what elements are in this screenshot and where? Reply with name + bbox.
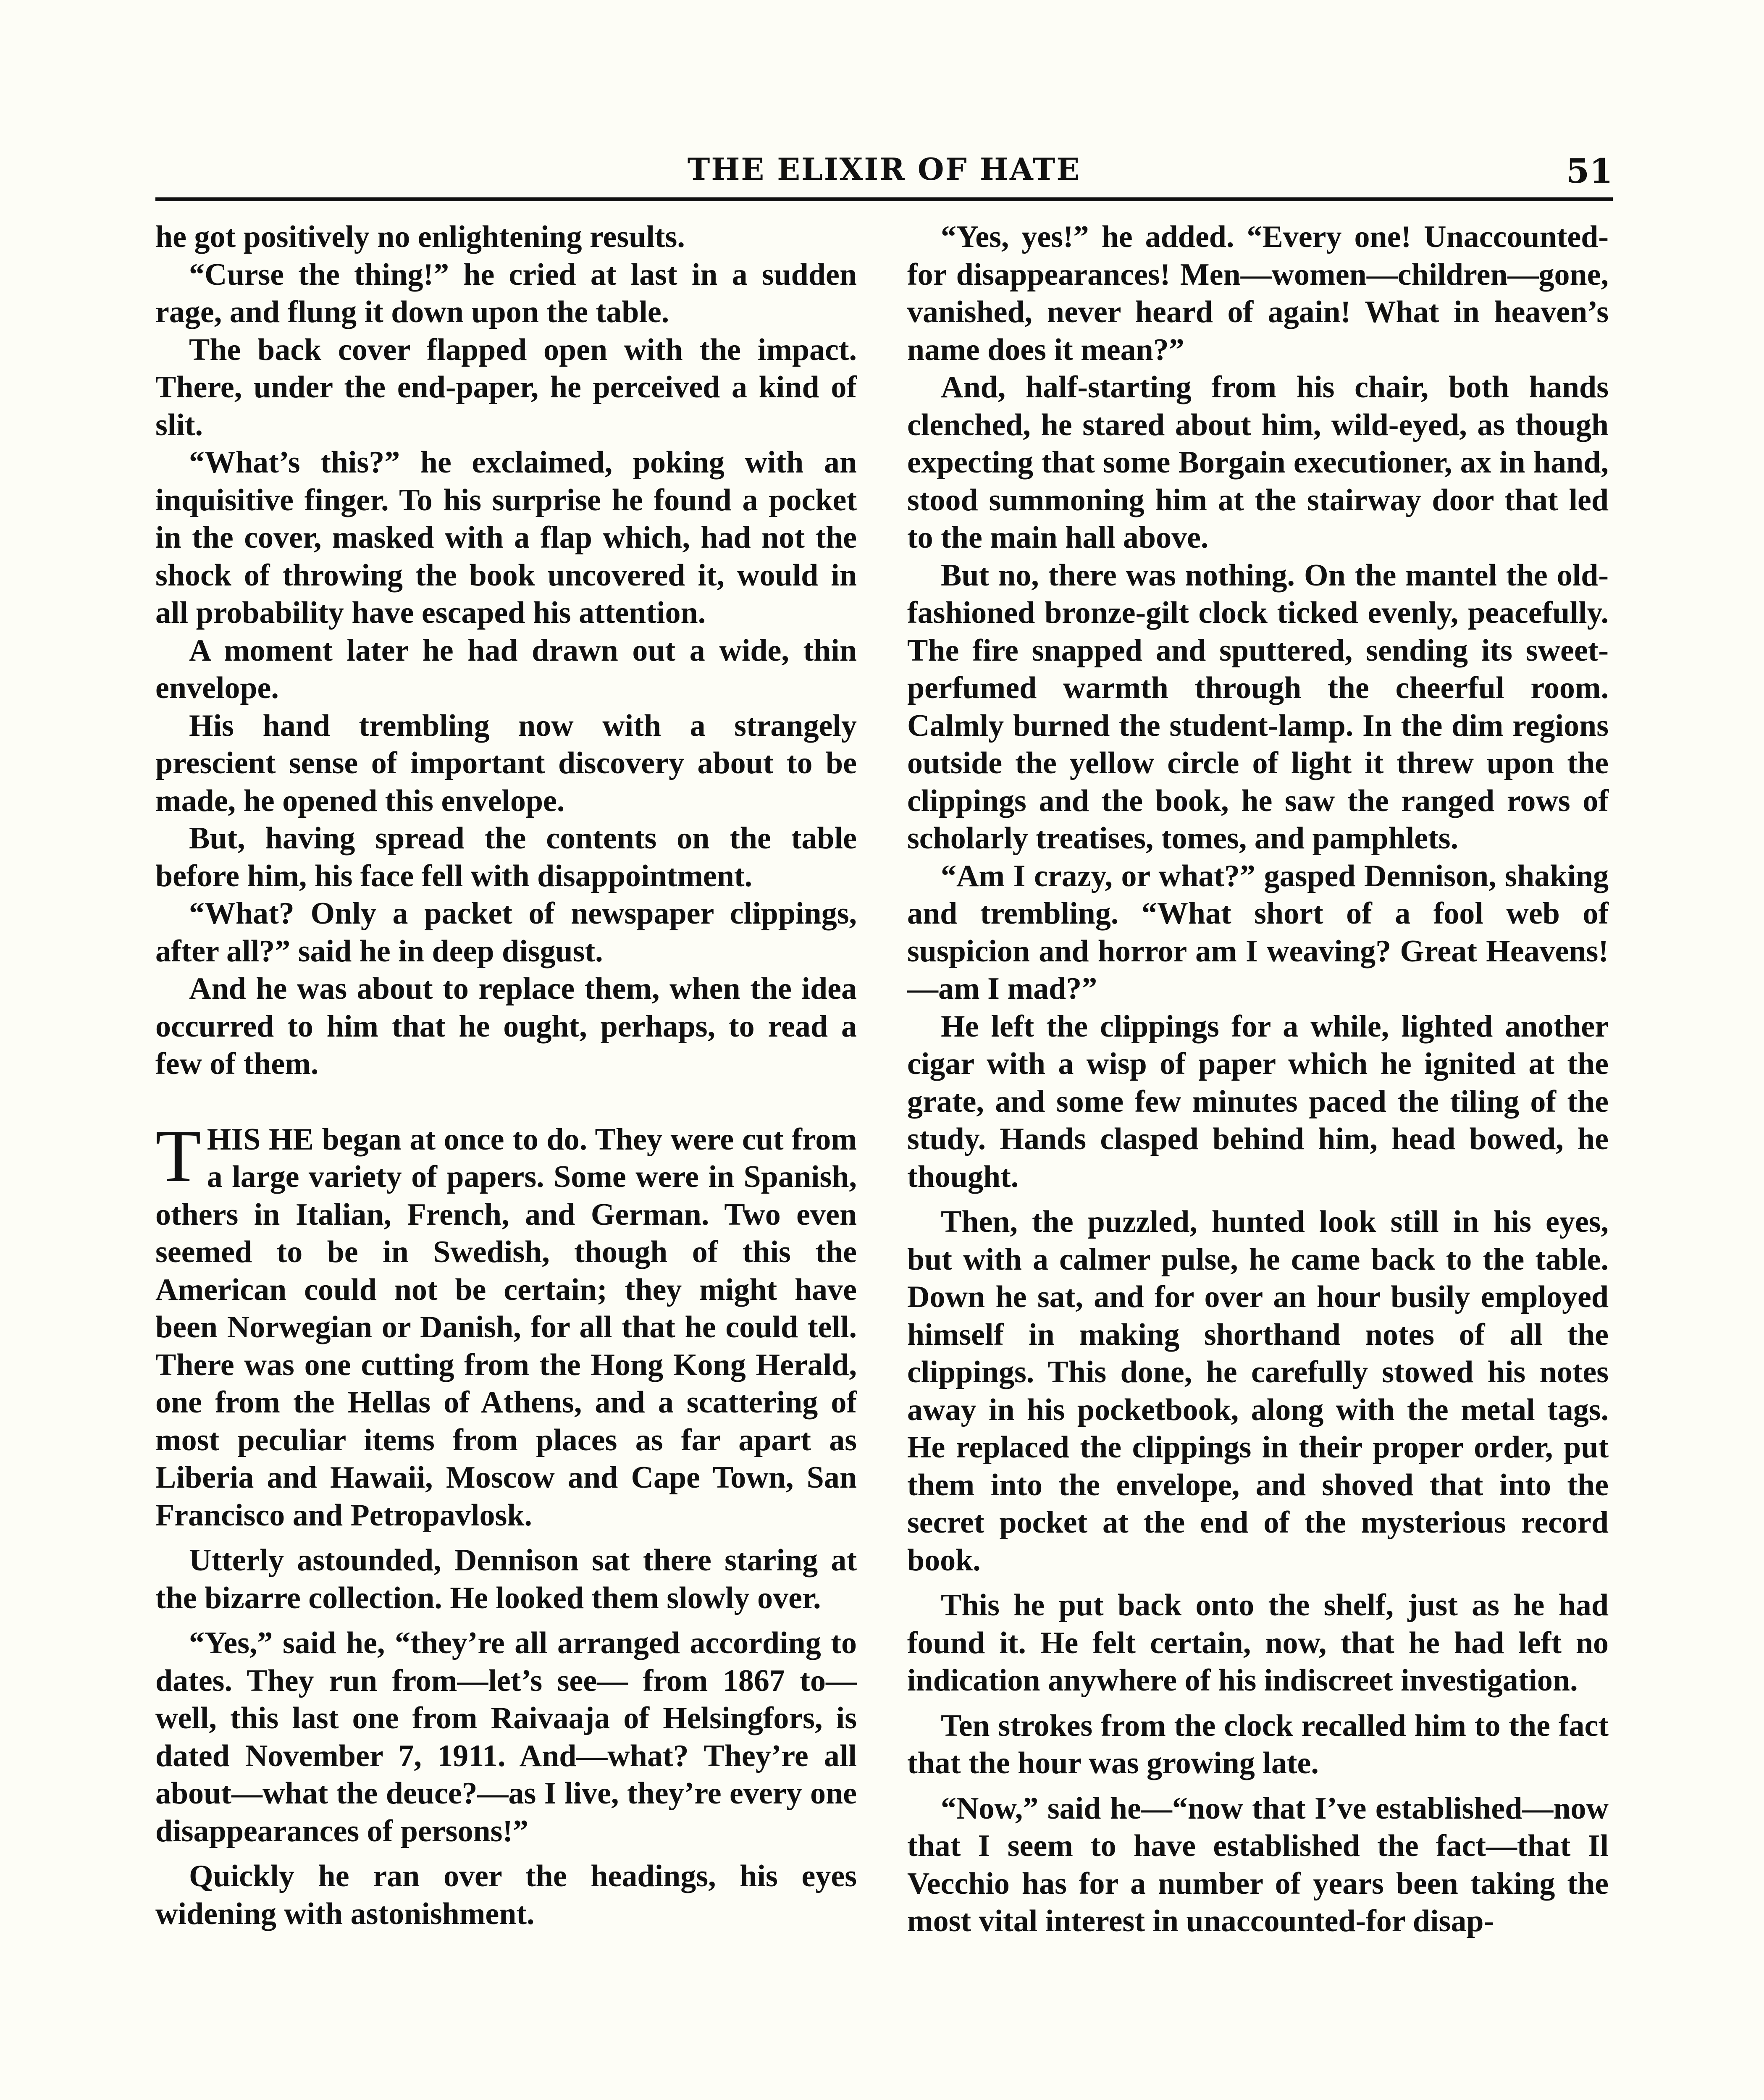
paragraph: He left the clippings for a while, lighted another cigar with a wisp of paper which he ignited at the grate, and some few minutes paced the tiling of the study. Hands clasped behind him, head bowed, he thought. [907, 1009, 1609, 1194]
paragraph: “Yes, yes!” he added. “Every one! Unaccounted-for disappearances! Men—women—children—gone, vanished, never heard of again! What in heaven’s name does it mean?” [907, 220, 1609, 367]
paragraph: Quickly he ran over the headings, his eyes widening with astonishment. [155, 1859, 857, 1931]
paragraph: A moment later he had drawn out a wide, thin envelope. [155, 633, 857, 705]
left-column [155, 218, 857, 1933]
right-column [907, 218, 1609, 1940]
running-title: THE ELIXIR OF HATE [687, 151, 1081, 187]
paragraph: “Curse the thing!” he cried at last in a sudden rage, and flung it down upon the table. [155, 257, 857, 329]
paragraph: This he put back onto the shelf, just as he had found it. He felt certain, now, that he had left no indication anywhere of his indiscreet investigation. [907, 1588, 1609, 1698]
running-head [155, 151, 1613, 197]
page-number: 51 [1566, 151, 1613, 191]
paragraph: “Now,” said he—“now that I’ve established—now that I seem to have established the fact—that Il Vecchio has for a number of years been taking the most vital interest in unaccounted-for disap- [907, 1791, 1609, 1938]
paragraph: And, half-starting from his chair, both hands clenched, he stared about him, wild-eyed, as though expecting that some Borgain executioner, ax in hand, stood summoning him at the stairway door that led to the main hall above. [907, 370, 1609, 555]
paragraph: “What? Only a packet of newspaper clippings, after all?” said he in deep disgust. [155, 896, 857, 969]
paragraph: His hand trembling now with a strangely prescient sense of important discovery about to be made, he opened this envelope. [155, 708, 857, 818]
paragraph: Then, the puzzled, hunted look still in his eyes, but with a calmer pulse, he came back to the table. Down he sat, and for over an hour busily employed himself in making shorthand notes of all the clippings. This done, he carefully stowed his notes away in his pocketbook, along with the metal tags. He replaced the clippings in their proper order, put them into the envelope, and shoved that into the secret pocket at the end of the mysterious record book. [907, 1205, 1609, 1578]
paragraph: “Am I crazy, or what?” gasped Dennison, shaking and trembling. “What short of a fool web of suspicion and horror am I weaving? Great Heavens!—am I mad?” [907, 858, 1609, 1006]
paragraph: But, having spread the contents on the table before him, his face fell with disappointment. [155, 821, 857, 893]
paragraph: Ten strokes from the clock recalled him to the fact that the hour was growing late. [907, 1708, 1609, 1780]
paragraph: The back cover flapped open with the impact. There, under the end-paper, he perceived a kind of slit. [155, 332, 857, 442]
paragraph: he got positively no enlightening results. [155, 220, 685, 254]
paragraph: But no, there was nothing. On the mantel the old-fashioned bronze-gilt clock ticked evenly, peacefully. The fire snapped and sputtered, sending its sweet-perfumed warmth through the cheerful room. Calmly burned the student-lamp. In the dim regions outside the yellow circle of light it threw upon the clippings and the book, he saw the ranged rows of scholarly treatises, tomes, and pamphlets. [907, 558, 1609, 856]
drop-cap: T [155, 1114, 201, 1197]
section-lead-text: HIS HE began at once to do. They were cut from a large variety of papers. Some were in Spanish, others in Italian, French, and German. Two even seemed to be in Swedish, though of this the American could not be certain; they might have been Norwegian or Danish, for all that he could tell. There was one cutting from the Hong Kong Herald, one from the Hellas of Athens, and a scattering of most peculiar items from places as far apart as Liberia and Hawaii, Moscow and Cape Town, San Francisco and Petropavlosk. [155, 1122, 857, 1533]
header-rule [155, 197, 1613, 201]
section-paragraph [155, 1114, 857, 1535]
paragraph: And he was about to replace them, when the idea occurred to him that he ought, perhaps, to read a few of them. [155, 971, 857, 1081]
paragraph: Utterly astounded, Dennison sat there staring at the bizarre collection. He looked them slowly over. [155, 1543, 857, 1615]
paragraph: “Yes,” said he, “they’re all arranged according to dates. They run from—let’s see— from 1867 to—well, this last one from Raivaaja of Helsingfors, is dated November 7, 1911. And—what? They’re all about—what the deuce?—as I live, they’re every one disappearances of persons!” [155, 1626, 857, 1848]
paragraph: “What’s this?” he exclaimed, poking with an inquisitive finger. To his surprise he found a pocket in the cover, masked with a flap which, had not the shock of throwing the book uncovered it, would in all probability have escaped his attention. [155, 445, 857, 630]
